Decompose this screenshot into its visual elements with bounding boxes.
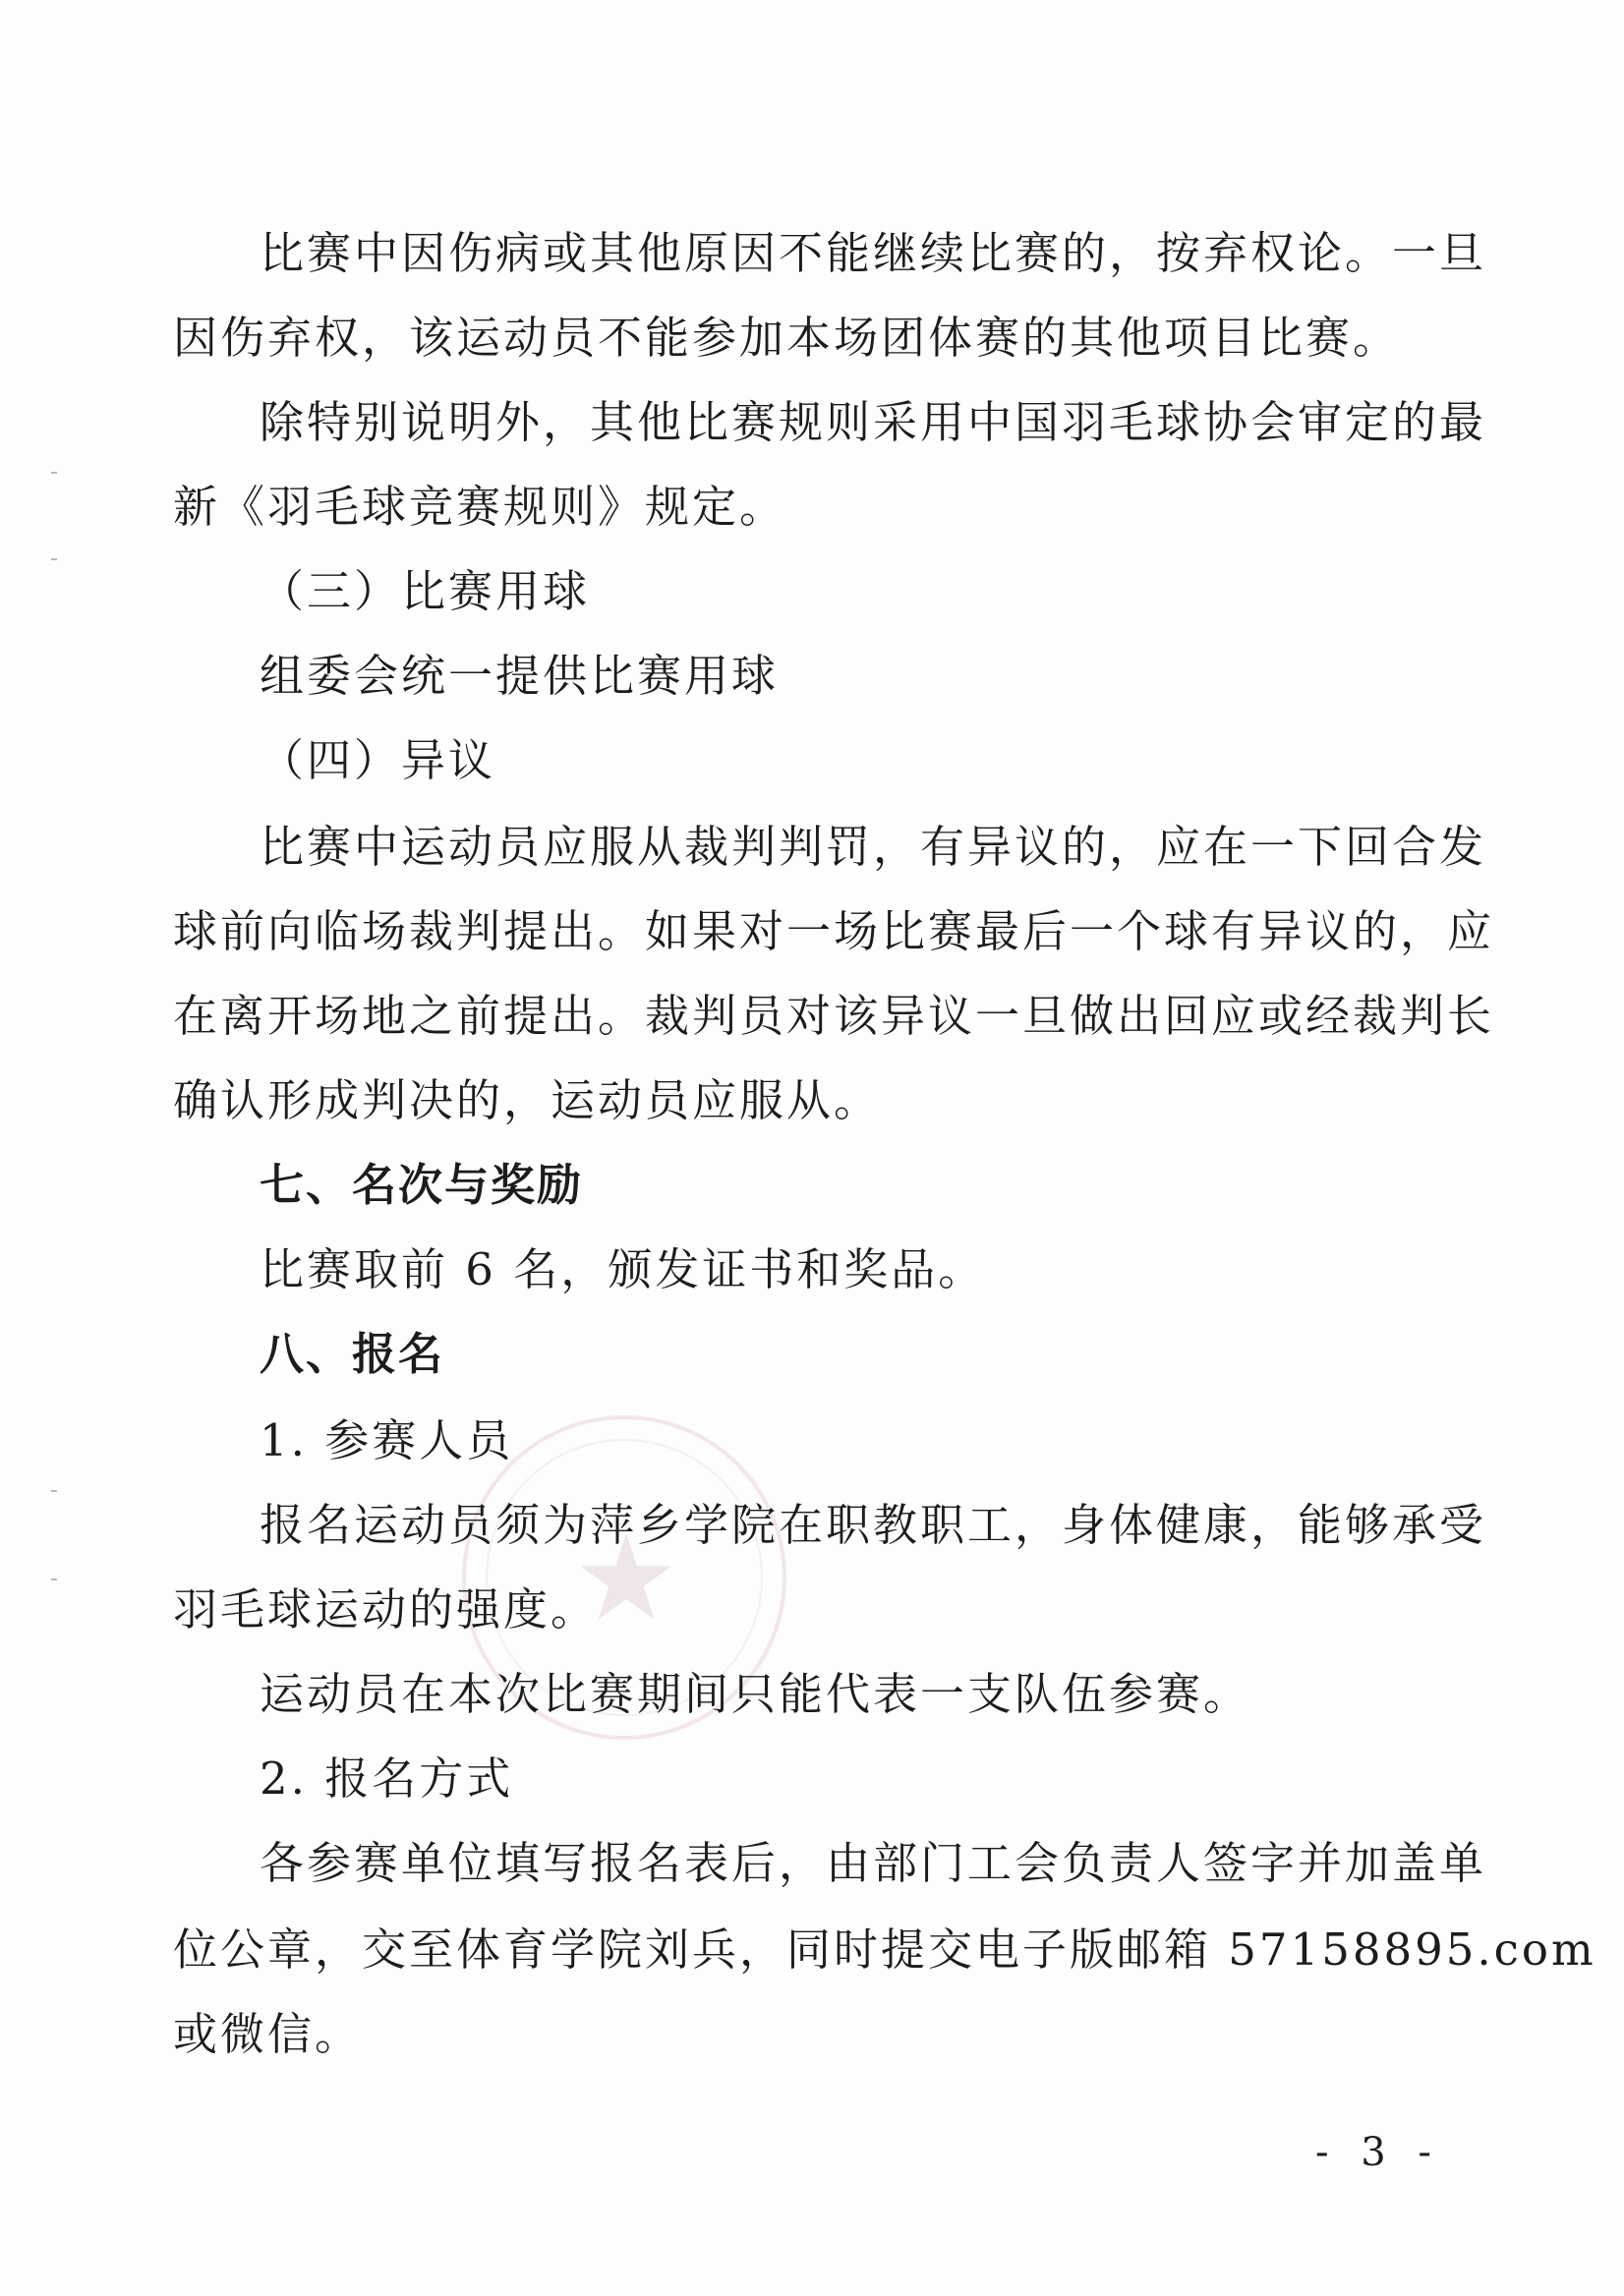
scan-artifact-mark	[51, 1490, 57, 1492]
body-paragraph-line: 确认形成判决的，运动员应服从。	[173, 1074, 882, 1126]
body-paragraph-line: 比赛中运动员应服从裁判判罚，有异议的，应在一下回合发	[260, 821, 1487, 873]
subsection-heading: 2. 报名方式	[260, 1752, 514, 1805]
body-paragraph-line: 或微信。	[173, 2008, 363, 2060]
body-paragraph-line: 除特别说明外，其他比赛规则采用中国羽毛球协会审定的最	[260, 396, 1487, 448]
scan-artifact-mark	[51, 558, 57, 560]
body-paragraph-line: 组委会统一提供比赛用球	[260, 650, 780, 702]
body-paragraph-line: 因伤弃权，该运动员不能参加本场团体赛的其他项目比赛。	[173, 312, 1401, 364]
subsection-heading: （四）异议	[260, 734, 496, 786]
body-paragraph-line: 报名运动员须为萍乡学院在职教职工，身体健康，能够承受	[260, 1499, 1487, 1551]
body-paragraph-line: 位公章，交至体育学院刘兵，同时提交电子版邮箱 57158895.com	[173, 1923, 1596, 1976]
body-paragraph-line: 各参赛单位填写报名表后，由部门工会负责人签字并加盖单	[260, 1837, 1487, 1889]
body-paragraph-line: 运动员在本次比赛期间只能代表一支队伍参赛。	[260, 1668, 1251, 1720]
scan-artifact-mark	[51, 1578, 57, 1580]
section-heading-ranking-awards: 七、名次与奖励	[260, 1159, 584, 1211]
scan-artifact-mark	[51, 472, 57, 474]
body-paragraph-line: 新《羽毛球竞赛规则》规定。	[173, 481, 787, 533]
page-number: - 3 -	[1315, 2130, 1441, 2175]
body-paragraph-line: 球前向临场裁判提出。如果对一场比赛最后一个球有异议的，应	[173, 905, 1495, 957]
body-paragraph-line: 比赛中因伤病或其他原因不能继续比赛的，按弃权论。一旦	[260, 227, 1487, 279]
body-paragraph-line: 比赛取前 6 名，颁发证书和奖品。	[260, 1243, 986, 1295]
section-heading-registration: 八、报名	[260, 1328, 445, 1380]
seal-star-icon: ★	[573, 1511, 679, 1647]
body-paragraph-line: 在离开场地之前提出。裁判员对该异议一旦做出回应或经裁判长	[173, 990, 1495, 1042]
subsection-heading: 1. 参赛人员	[260, 1414, 514, 1466]
subsection-heading: （三）比赛用球	[260, 565, 591, 617]
body-paragraph-line: 羽毛球运动的强度。	[173, 1583, 599, 1636]
